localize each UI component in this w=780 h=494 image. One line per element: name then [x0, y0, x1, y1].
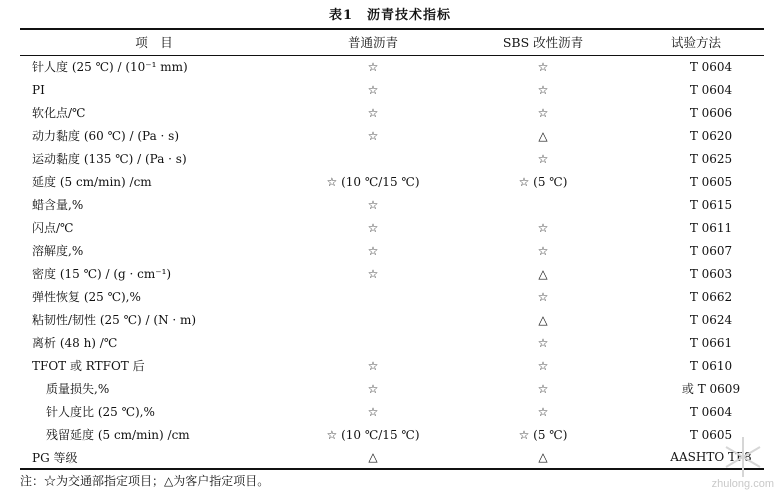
- header-item: 项 目: [20, 29, 288, 55]
- row-sbs-asphalt: ☆ (5 ℃): [518, 427, 568, 442]
- row-sbs-asphalt: ☆: [537, 335, 549, 350]
- row-sbs-asphalt: ☆ (5 ℃): [518, 174, 568, 189]
- row-test-method: T 0605: [689, 174, 733, 189]
- table-row: [20, 308, 764, 331]
- row-normal-asphalt: ☆: [367, 105, 379, 120]
- row-sbs-asphalt: ☆: [537, 105, 549, 120]
- row-sbs-asphalt: ☆: [537, 358, 549, 373]
- row-sbs-asphalt: △: [538, 128, 548, 143]
- row-normal-asphalt: ☆: [367, 243, 379, 258]
- row-normal-asphalt: [288, 285, 458, 308]
- row-test-method: T 0610: [689, 358, 733, 373]
- row-normal-asphalt: ☆: [367, 358, 379, 373]
- row-normal-asphalt: ☆ (10 ℃/15 ℃): [326, 174, 420, 189]
- row-test-method: T 0625: [689, 151, 733, 166]
- row-sbs-asphalt: ☆: [537, 82, 549, 97]
- table-row: [20, 170, 764, 193]
- row-item: 离析 (48 h) /℃: [32, 336, 118, 350]
- table-row: [20, 239, 764, 262]
- table-row: [20, 354, 764, 377]
- row-normal-asphalt: △: [288, 446, 458, 469]
- table-row: [20, 377, 764, 400]
- row-item: 残留延度 (5 cm/min) /cm: [46, 428, 190, 442]
- table-row: [20, 55, 764, 78]
- row-sbs-asphalt: ☆: [537, 59, 549, 74]
- header-method: 试验方法: [628, 29, 764, 55]
- row-item: 质量损失,%: [46, 382, 110, 396]
- row-item: 弹性恢复 (25 ℃),%: [32, 290, 141, 304]
- row-sbs-asphalt: ☆: [537, 404, 549, 419]
- watermark-text: zhulong.com: [711, 478, 774, 490]
- row-normal-asphalt: ☆: [367, 404, 379, 419]
- footnote: 注：☆为交通部指定项目；△为客户指定项目。: [20, 474, 270, 488]
- table-row: [20, 446, 764, 469]
- row-test-method: T 0662: [689, 289, 733, 304]
- row-normal-asphalt: ☆: [367, 197, 379, 212]
- table-row: [20, 400, 764, 423]
- table-row: [20, 124, 764, 147]
- row-sbs-asphalt: △: [538, 266, 548, 281]
- row-item: 延度 (5 cm/min) /cm: [32, 175, 152, 189]
- row-test-method: T 0615: [689, 197, 733, 212]
- header-normal: 普通沥青: [288, 29, 458, 55]
- row-item: 运动黏度 (135 ℃) / (Pa · s): [32, 152, 187, 166]
- row-test-method: T 0604: [689, 404, 733, 419]
- row-item: 闪点/℃: [32, 221, 74, 235]
- row-test-method: T 0606: [689, 105, 733, 120]
- row-test-method: T 0604: [689, 82, 733, 97]
- header-row: [20, 29, 764, 55]
- row-item: 密度 (15 ℃) / (g · cm⁻¹): [32, 267, 172, 281]
- row-sbs-asphalt: ☆: [537, 151, 549, 166]
- row-test-method: T 0611: [689, 220, 733, 235]
- row-item: 粘韧性/韧性 (25 ℃) / (N · m): [32, 313, 197, 327]
- row-normal-asphalt: [288, 308, 458, 331]
- row-item: 软化点/℃: [32, 106, 86, 120]
- row-sbs-asphalt: [458, 193, 628, 216]
- row-sbs-asphalt: △: [458, 446, 628, 469]
- row-test-method: T 0603: [689, 266, 733, 281]
- table-row: [20, 262, 764, 285]
- row-normal-asphalt: ☆: [367, 59, 379, 74]
- row-sbs-asphalt: ☆: [537, 381, 549, 396]
- row-test-method: T 0624: [689, 312, 733, 327]
- row-test-method: T 0605: [689, 427, 733, 442]
- table-row: [20, 147, 764, 170]
- watermark-logo-icon: [720, 434, 766, 480]
- table-row: [20, 101, 764, 124]
- row-test-method: AASHTO TP8: [628, 446, 764, 469]
- row-item: 针人度 (25 ℃) / (10⁻¹ mm): [32, 60, 188, 75]
- row-normal-asphalt: ☆: [367, 266, 379, 281]
- table-title: 表1 沥青技术指标: [328, 8, 452, 23]
- row-normal-asphalt: ☆: [367, 82, 379, 97]
- row-normal-asphalt: [288, 147, 458, 170]
- row-test-method: T 0607: [689, 243, 733, 258]
- row-normal-asphalt: ☆ (10 ℃/15 ℃): [326, 427, 420, 442]
- table-row: [20, 78, 764, 101]
- row-test-method: T 0604: [689, 59, 733, 74]
- table-row: [20, 193, 764, 216]
- row-sbs-asphalt: ☆: [537, 243, 549, 258]
- row-normal-asphalt: [288, 331, 458, 354]
- row-item: 溶解度,%: [32, 244, 84, 258]
- row-item: 动力黏度 (60 ℃) / (Pa · s): [32, 129, 180, 143]
- row-item: PG 等级: [20, 446, 288, 469]
- header-sbs: SBS 改性沥青: [458, 29, 628, 55]
- table-row: [20, 423, 764, 446]
- row-test-method: T 0661: [689, 335, 733, 350]
- row-item: PI: [32, 82, 45, 97]
- table-row: [20, 331, 764, 354]
- row-normal-asphalt: ☆: [367, 220, 379, 235]
- table-row: [20, 285, 764, 308]
- row-sbs-asphalt: ☆: [537, 220, 549, 235]
- row-test-method: T 0620: [689, 128, 733, 143]
- row-normal-asphalt: ☆: [367, 128, 379, 143]
- row-item: 针人度比 (25 ℃),%: [46, 405, 155, 419]
- row-test-method: 或 T 0609: [681, 382, 741, 396]
- row-sbs-asphalt: ☆: [537, 289, 549, 304]
- spec-table: [20, 28, 764, 470]
- row-sbs-asphalt: △: [538, 312, 548, 327]
- row-normal-asphalt: ☆: [367, 381, 379, 396]
- row-item: 蜡含量,%: [32, 198, 84, 212]
- row-item: TFOT 或 RTFOT 后: [32, 359, 145, 373]
- table-row: [20, 216, 764, 239]
